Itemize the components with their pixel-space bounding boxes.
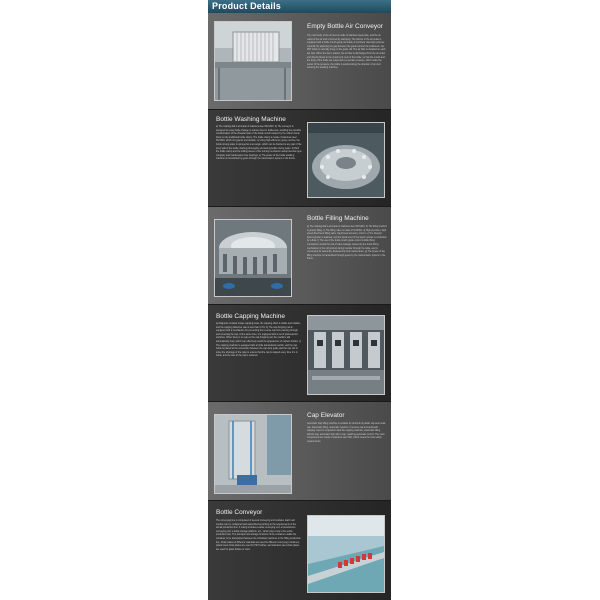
section-washing-machine bbox=[208, 110, 391, 206]
section-title: Cap Elevator bbox=[307, 412, 345, 419]
bottle-conveyor-image bbox=[307, 515, 385, 593]
cap-elevator-image bbox=[214, 414, 292, 494]
header-title: Product Details bbox=[212, 1, 282, 11]
section-description: Automatic Cap lifting machine is suitable for all kinds of plastic cap and metal cap. Automatic lifting, automatic reporter of reverse cap and automatic capping. Used in conjunction with the capping machine, automatic lifting without cap, automatic stop with a cap, realizing automatic control. The main components are made of stainless steel 304, which meets the food safety requirements. bbox=[307, 423, 386, 443]
air-conveyor-image bbox=[214, 21, 292, 101]
section-title: Bottle Capping Machine bbox=[216, 313, 286, 320]
product-details-strip bbox=[208, 0, 391, 600]
section-description: The conveying line is composed of several conveying unit modules. Each unit module can be configured and assembled according to the requirements of the actual production line. It mainly includes a table conveying unit, a transmission conveying unit, a bottle storage platform, etc., which play a role in the entire production line. The transport and storage functions of the container enable the container to be transported between the individual machines in the filling production line. Chain plates of different materials are used for different conveying containers, plastic steel chain plates are used for PET bottles, and stainless steel chain plates are used for glass bottles or cans. bbox=[216, 520, 301, 551]
section-filling-machine bbox=[208, 207, 391, 304]
section-description: a) The rotating dial is all made of stainless steel SUS304. b) The conveyor is designed for easy bottle-change to reduce time for bottleneck, avoiding the possible contamination of the threaded part of the bottle mouth caused by the rubber clamp block on the traditional bottle clamp. The bottle clamp is made of stainless steel SUS304, which is hygienic and durable. c) Using high efficiency spray nozzles, the bottle rinsing water is sprayed at a set angle, which can be flushed to any part of the inner wall of the bottle, flushing thoroughly and saving bottle rinsing water. d) Both the bottle clamp and the sliding sleeve of the turning mechanism adopt German igus company and maintenance-free bearings. e) The power of the bottle washing machine is transmitted by gears through the transmission system in the frame. bbox=[216, 126, 302, 161]
section-cap-elevator bbox=[208, 402, 391, 500]
section-title: Bottle Filling Machine bbox=[307, 215, 369, 222]
section-capping-machine bbox=[208, 305, 391, 401]
section-description: The main body of the air duct is made of stainless steel plate, and the air outlet of the air duct is formed by stamping. The bottom of the air outlet is equipped with a bottle mouth guide rail made of nonlinear ultra-high polymer material. By adjusting the gap between the guide rail and the bottleneck, the PET bottle is naturally hung on the guide rail. The air filter is installed on each fan inlet. When the fan is started, the air flow is discharged from the air outlet and directly blows to the mouth and neck of the bottle, so that the mouth and the body of the bottle are subjected to a certain pressure, which make the center of the pressure, the bottle is pushed along the direction of air duct entering the washing machine. bbox=[307, 35, 386, 70]
section-description: a) Magnetic constant torque capping head, the capping effect is stable and reliable, and the capping defective rate is less than 0.2%. b) The cap dropping rail is equipped with a mechanism for preventing the reverse cap from passing through and removing the cap. At the same time, it is equipped with a set of photoelectric switches. When there is no cap on the cap dropping rail, the machine will automatically stop, which can effectively avoid the appearance of capless bottles. c) The capping machine is equipped with a bottle transmission switch, and the cap bottle is placed at the connection between the cap drop guide and the cap slot to solve the shortage of the caps to ensure that the cap is capped every time it is in bottle, and the loss of the cap is reduced. bbox=[216, 323, 301, 358]
section-title: Empty Bottle Air Conveyor bbox=[307, 23, 383, 30]
section-bottle-conveyor bbox=[208, 501, 391, 600]
section-air-conveyor bbox=[208, 13, 391, 109]
header-bar bbox=[208, 0, 391, 13]
section-title: Bottle Conveyor bbox=[216, 509, 263, 516]
section-title: Bottle Washing Machine bbox=[216, 116, 286, 123]
washing-machine-image bbox=[307, 122, 385, 198]
section-description: a) The rotating dial is all made of stainless steel SUS304. b) The filling method is gravity filling. c) The filling valve is made of SUS304. d) High precision, high speed fixed level filling valve, liquid level accuracy control. e) The integral liquid cylinder is adopted, and the liquid level of the liquid cylinder is controlled by a float. f) The use of the bottle mouth guide control middle lifting mechanism avoids the risk of valve leakage caused by the bottle lifting mechanism in the old product during transfer through the table, and is convenient for assembly, disassembly and maintenance. g) The power of the filling machine is transmitted through gears by the transmission system in the frame. bbox=[307, 226, 387, 261]
capping-machine-image bbox=[307, 315, 385, 395]
filling-machine-image bbox=[214, 219, 292, 297]
